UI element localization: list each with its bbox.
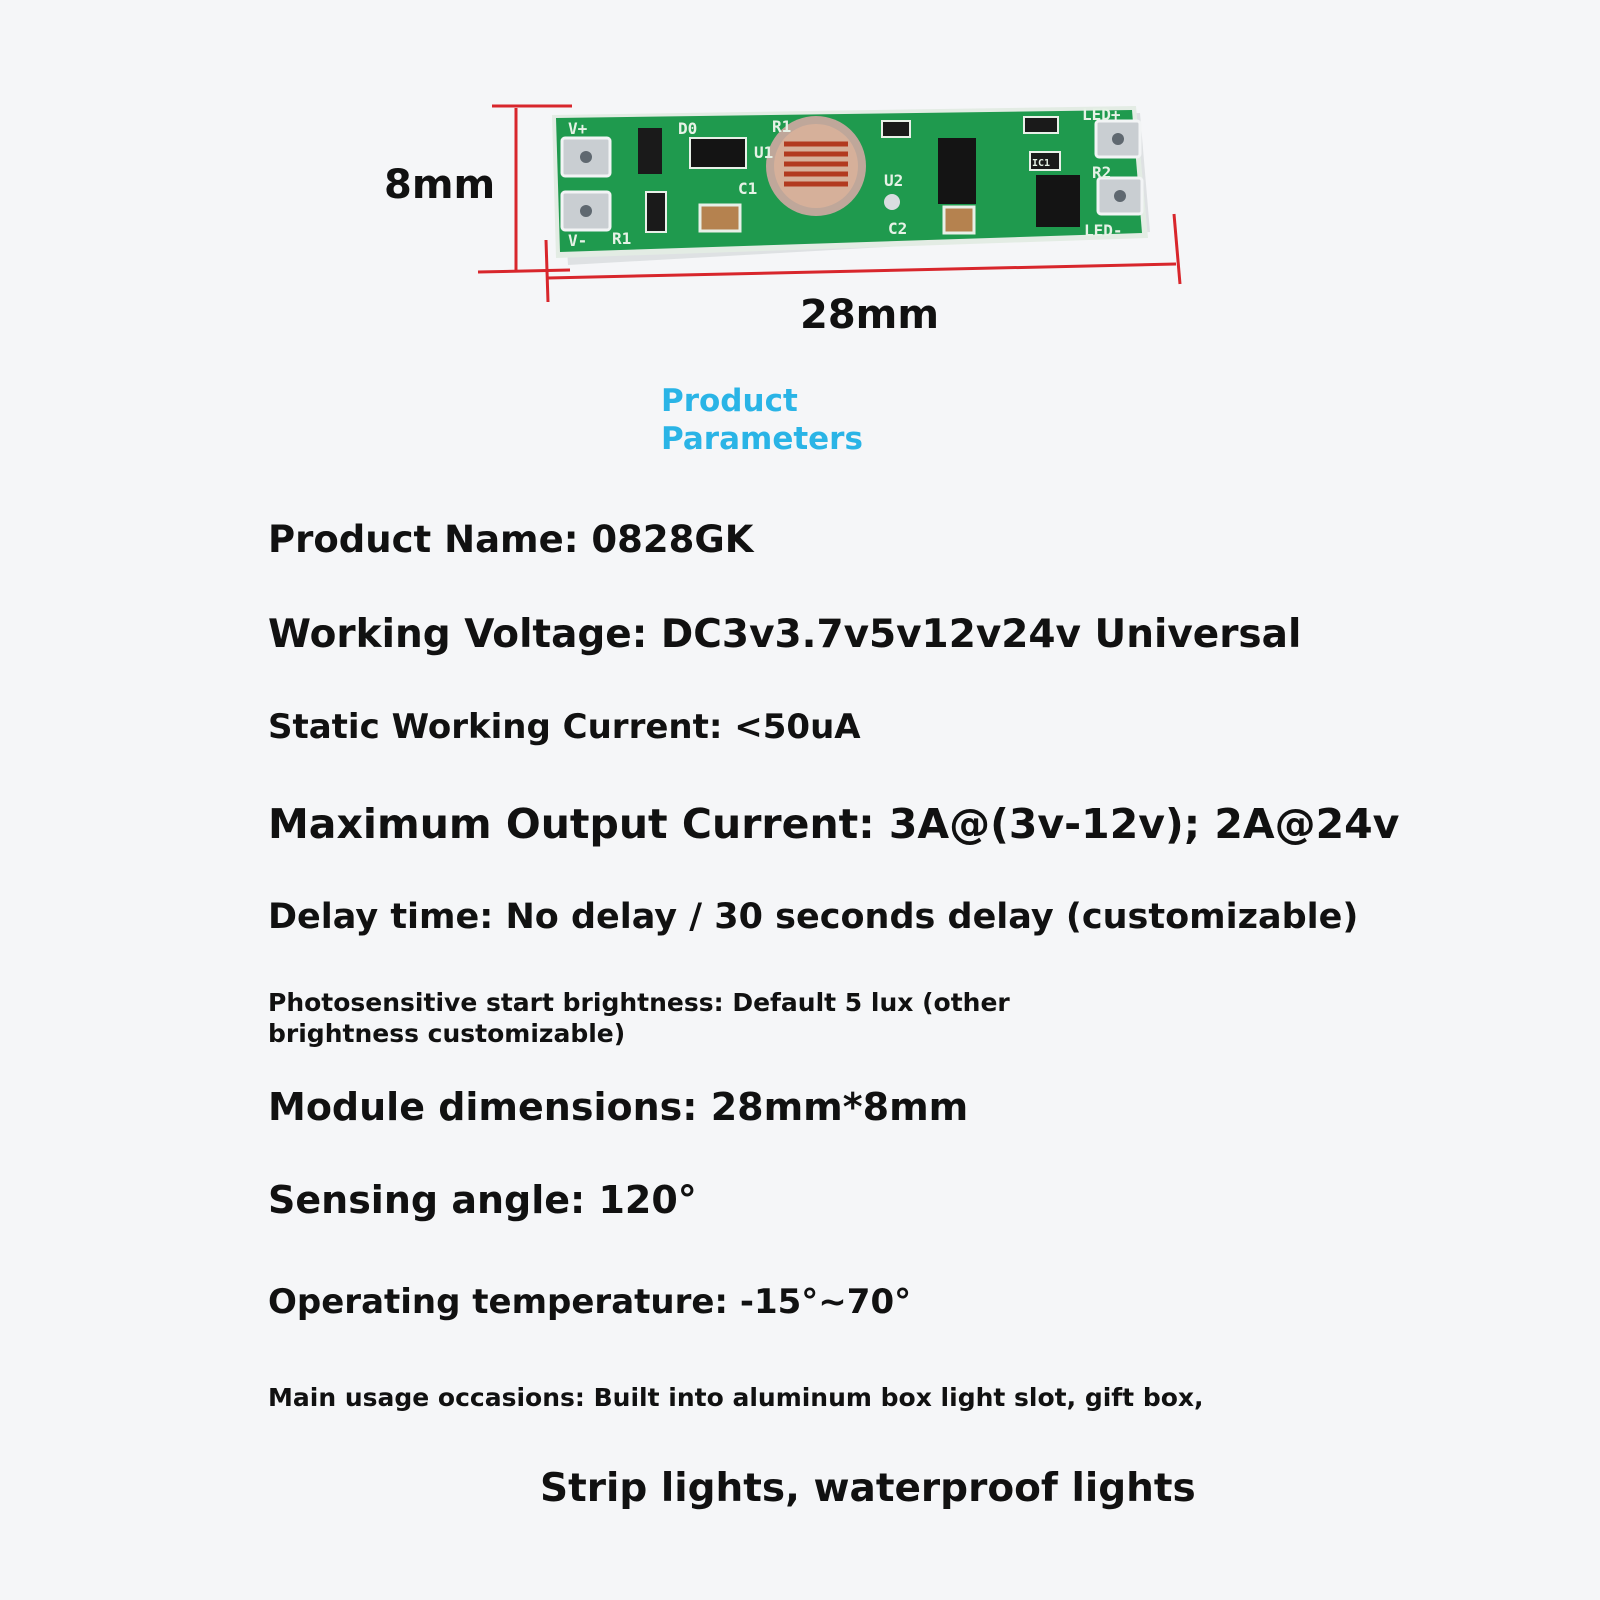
width-dimension-line: [548, 264, 1176, 278]
width-ext-right: [1174, 214, 1180, 284]
silk-r2: R2: [1092, 163, 1112, 182]
solder-pad-v-plus: [562, 138, 610, 176]
silk-d0: D0: [678, 119, 698, 138]
silk-c2: C2: [888, 219, 908, 238]
silk-v-minus: V-: [568, 231, 588, 250]
param-sensing-angle: Sensing angle: 120°: [268, 1178, 697, 1222]
param-delay-time: Delay time: No delay / 30 seconds delay (customizable): [268, 897, 1359, 937]
via-hole: [884, 194, 900, 210]
silk-led-minus: LED-: [1084, 221, 1123, 240]
solder-pad-led-minus: [1098, 178, 1142, 214]
silk-v-plus: V+: [568, 119, 588, 138]
width-label: 28mm: [800, 292, 940, 338]
section-title: Product Parameters: [661, 383, 863, 457]
component-d0: [638, 128, 662, 174]
resistor-r-top: [882, 121, 910, 137]
param-usage-occasions: Main usage occasions: Built into aluminum box light slot, gift box,: [268, 1383, 1204, 1412]
param-usage-continued: Strip lights, waterproof lights: [540, 1466, 1196, 1511]
silk-u1: U1: [754, 143, 774, 162]
param-working-voltage: Working Voltage: DC3v3.7v5v12v24v Universal: [268, 612, 1302, 657]
width-ext-left: [546, 240, 548, 302]
silk-u2: U2: [884, 171, 904, 190]
param-product-name: Product Name: 0828GK: [268, 518, 754, 561]
silk-r1: R1: [612, 229, 632, 248]
component-u1: [690, 138, 746, 168]
capacitor-c2: [944, 207, 974, 233]
mosfet: [1036, 175, 1080, 227]
param-static-current: Static Working Current: <50uA: [268, 707, 861, 747]
pcb-board: [552, 105, 1148, 258]
solder-pad-led-plus: [1096, 121, 1140, 157]
param-module-dimensions: Module dimensions: 28mm*8mm: [268, 1085, 969, 1129]
solder-pad-v-minus: [562, 192, 610, 230]
param-photosensitive-brightness: Photosensitive start brightness: Default 5 lux (other brightness customizable): [268, 988, 1010, 1048]
resistor-r2: [1024, 117, 1058, 133]
component-r1: [646, 192, 666, 232]
silk-r-top: R1: [772, 117, 792, 136]
silk-ic1: IC1: [1032, 158, 1051, 169]
chip-u2: [938, 138, 976, 204]
param-max-output-current: Maximum Output Current: 3A@(3v-12v); 2A@24v: [268, 800, 1400, 848]
silk-led-plus: LED+: [1082, 105, 1121, 124]
param-operating-temperature: Operating temperature: -15°~70°: [268, 1282, 912, 1322]
height-ext-bottom: [478, 270, 570, 272]
capacitor-c1: [700, 205, 740, 231]
silk-c1: C1: [738, 179, 758, 198]
height-label: 8mm: [384, 162, 496, 208]
